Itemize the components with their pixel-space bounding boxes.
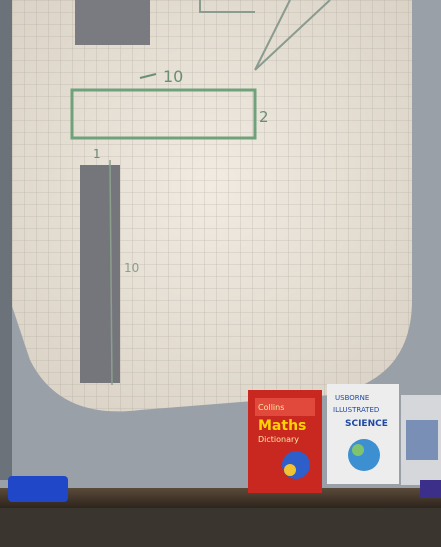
svg-text:Maths: Maths [258, 418, 307, 434]
label-left: 1 [93, 147, 101, 161]
projection-grid [10, 0, 412, 411]
grey-rectangle-vertical [80, 165, 120, 383]
book-maths-dictionary [248, 390, 322, 493]
book-usborne-science [327, 384, 399, 484]
purple-object-right [420, 480, 441, 498]
ledge-shadow [0, 508, 441, 547]
label-side: 10 [124, 261, 140, 275]
svg-text:SCIENCE: SCIENCE [345, 419, 388, 429]
label-right: 2 [259, 108, 269, 126]
book-third [401, 395, 441, 485]
label-top: 10 [163, 67, 184, 86]
svg-text:Dictionary: Dictionary [258, 435, 300, 444]
grey-rectangle-top [75, 0, 150, 45]
svg-text:USBORNE: USBORNE [335, 394, 370, 402]
board-edge [0, 0, 12, 480]
blue-object [8, 476, 68, 502]
svg-text:ILLUSTRATED: ILLUSTRATED [333, 406, 380, 414]
svg-text:Collins: Collins [258, 403, 285, 412]
